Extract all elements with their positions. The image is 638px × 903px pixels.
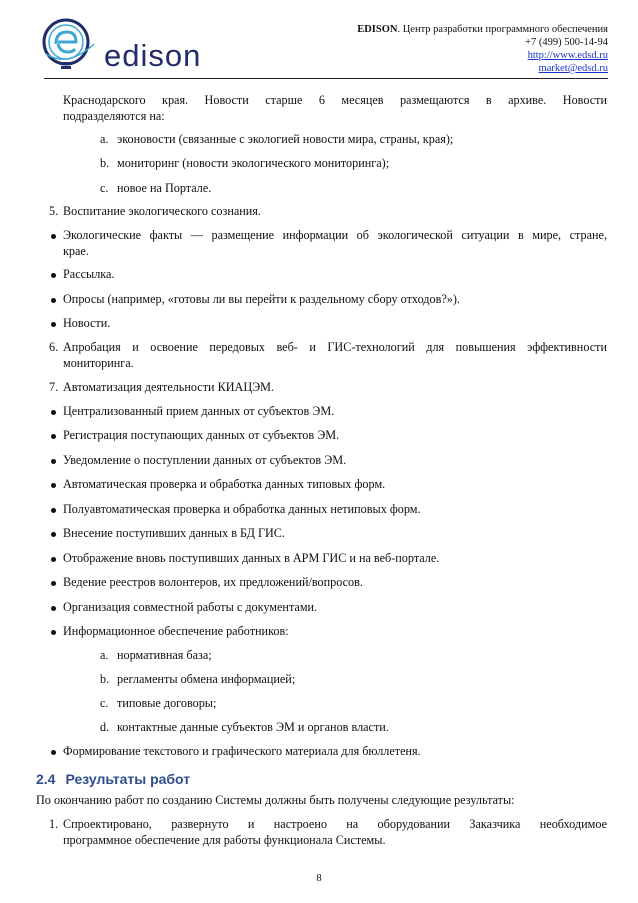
info-subitem-marker: d. xyxy=(100,720,110,734)
list-item-text: Апробация и освоение передовых веб- и ГИС-технологий для повышения эффективности xyxy=(63,340,607,354)
info-subitem-text: нормативная база; xyxy=(117,648,212,662)
page-number: 8 xyxy=(316,873,322,884)
results-intro: По окончанию работ по созданию Системы должны быть получены следующие результаты: xyxy=(36,793,515,807)
logo-text: edison xyxy=(104,38,202,73)
list-item-text-continued: мониторинга. xyxy=(63,356,134,370)
bullet-text: Отображение вновь поступивших данных в АРМ ГИС и на веб-портале. xyxy=(63,551,440,565)
bullet-icon xyxy=(51,606,56,611)
intro-line-2: подразделяются на: xyxy=(63,109,165,123)
website-link[interactable]: http://www.edsd.ru xyxy=(527,50,608,61)
info-subitem-text: типовые договоры; xyxy=(117,696,217,710)
bullet-icon xyxy=(51,581,56,586)
bullet-text: Автоматическая проверка и обработка данных типовых форм. xyxy=(63,477,386,491)
bullet-icon xyxy=(51,234,56,239)
news-subitem-marker: c. xyxy=(100,181,109,195)
phone-number: +7 (499) 500-14-94 xyxy=(525,37,608,48)
bullet-icon xyxy=(51,483,56,488)
intro-line-1: Краснодарского края. Новости старше 6 месяцев размещаются в архиве. Новости xyxy=(63,93,607,107)
bullet-text: Уведомление о поступлении данных от субъектов ЭМ. xyxy=(63,453,347,467)
bullet-text: Полуавтоматическая проверка и обработка данных нетиповых форм. xyxy=(63,502,421,516)
bullet-text: Экологические факты — размещение информации об экологической ситуации в мире, стране, xyxy=(63,228,607,242)
bullet-text: Внесение поступивших данных в БД ГИС. xyxy=(63,526,285,540)
bullet-text: Новости. xyxy=(63,316,111,330)
info-subitem-marker: c. xyxy=(100,696,109,710)
news-subitem-text: мониторинг (новости экологического мониторинга); xyxy=(117,156,390,170)
bullet-icon xyxy=(51,557,56,562)
bullet-text: Ведение реестров волонтеров, их предложений/вопросов. xyxy=(63,575,363,589)
list-number: 7. xyxy=(49,380,59,394)
news-subitem-text: эконовости (связанные с экологией новости мира, страны, края); xyxy=(117,132,454,146)
org-name: EDISON xyxy=(357,24,398,35)
list-item-text-continued: программное обеспечение для работы функционала Системы. xyxy=(63,833,386,847)
info-subitem-marker: a. xyxy=(100,648,109,662)
list-item-text: Автоматизация деятельности КИАЦЭМ. xyxy=(63,380,275,394)
bullet-text: Информационное обеспечение работников: xyxy=(63,624,289,638)
bullet-text: Опросы (например, «готовы ли вы перейти к раздельному сбору отходов?»). xyxy=(63,292,460,306)
bullet-icon xyxy=(51,750,56,755)
list-number: 6. xyxy=(49,340,59,354)
section-heading xyxy=(36,771,190,787)
list-item-text: Спроектировано, развернуто и настроено на оборудовании Заказчика необходимое xyxy=(63,817,607,831)
news-subitem-marker: a. xyxy=(100,132,109,146)
header-divider xyxy=(44,78,608,79)
info-subitem-text: регламенты обмена информацией; xyxy=(117,672,296,686)
bullet-icon xyxy=(51,508,56,513)
bullet-icon xyxy=(51,410,56,415)
org-line xyxy=(357,23,608,36)
list-item-text: Воспитание экологического сознания. xyxy=(63,204,261,218)
bullet-icon xyxy=(51,322,56,327)
info-subitem-text: контактные данные субъектов ЭМ и органов власти. xyxy=(117,720,389,734)
bullet-text: Централизованный прием данных от субъектов ЭМ. xyxy=(63,404,335,418)
section-title: Результаты работ xyxy=(65,771,191,787)
bullet-icon xyxy=(51,532,56,537)
bullet-icon xyxy=(51,459,56,464)
bullet-text: Регистрация поступающих данных от субъектов ЭМ. xyxy=(63,428,340,442)
section-number: 2.4 xyxy=(36,771,56,787)
list-number: 5. xyxy=(49,204,59,218)
bullet-text-continued: крае. xyxy=(63,244,89,258)
news-subitem-text: новое на Портале. xyxy=(117,181,212,195)
org-description: . Центр разработки программного обеспечения xyxy=(397,24,608,35)
info-subitem-marker: b. xyxy=(100,672,110,686)
news-subitem-marker: b. xyxy=(100,156,110,170)
bullet-text: Рассылка. xyxy=(63,267,115,281)
bullet-text: Организация совместной работы с документами. xyxy=(63,600,318,614)
edison-logo xyxy=(38,14,202,73)
bullet-text: Формирование текстового и графического материала для бюллетеня. xyxy=(63,744,421,758)
bullet-icon xyxy=(51,630,56,635)
header-contact-block xyxy=(357,23,608,75)
bullet-icon xyxy=(51,273,56,278)
bullet-icon xyxy=(51,298,56,303)
list-number: 1. xyxy=(49,817,59,831)
email-link[interactable]: market@edsd.ru xyxy=(538,63,608,74)
bullet-icon xyxy=(51,434,56,439)
